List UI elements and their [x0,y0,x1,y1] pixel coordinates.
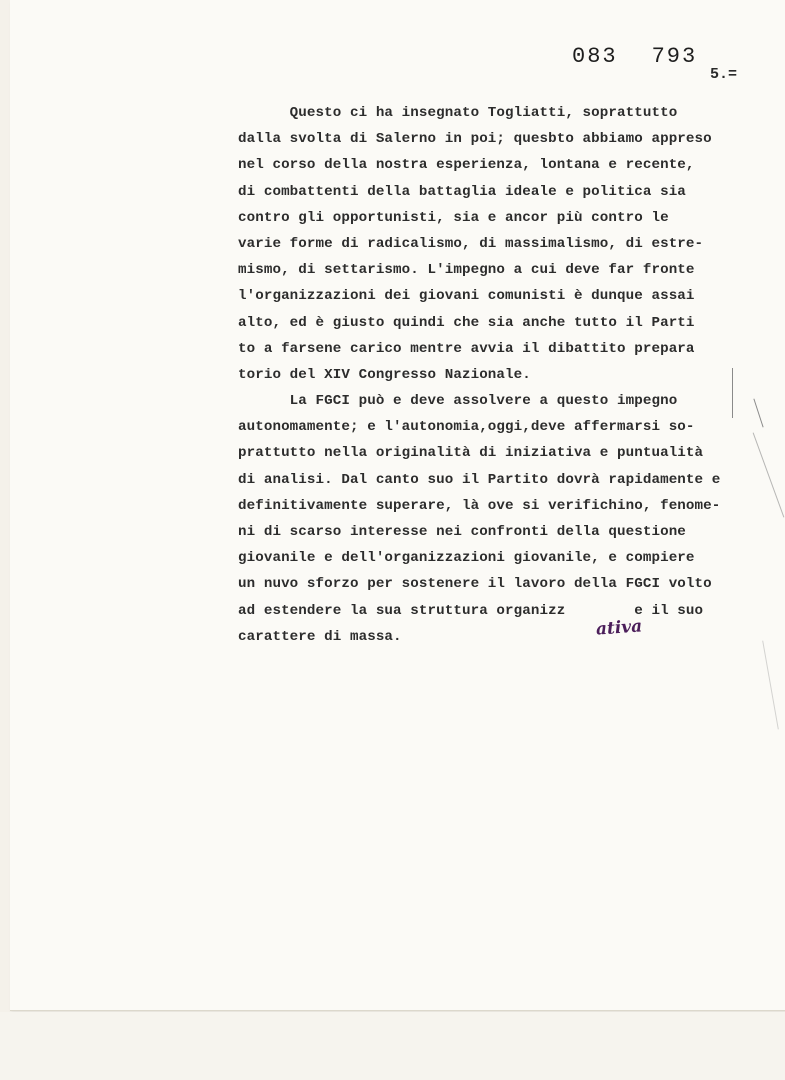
text-line: definitivamente superare, là ove si verifichino, fenome- [238,497,721,514]
text-line: contro gli opportunisti, sia e ancor più contro le [238,209,669,226]
archive-number [572,44,697,69]
margin-mark [732,368,733,418]
text-line: to a farsene carico mentre avvia il dibattito prepara [238,340,695,357]
text-line: un nuvo sforzo per sostenere il lavoro della FGCI volto [238,576,712,593]
text-line: varie forme di radicalismo, di massimalismo, di estre- [238,235,704,252]
text-line: autonomamente; e l'autonomia,oggi,deve affermarsi so- [238,419,695,436]
margin-mark [762,641,779,730]
handwritten-correction: ativa [595,616,643,640]
text-line: nel corso della nostra esperienza, lontana e recente, [238,157,695,174]
text-line: alto, ed è giusto quindi che sia anche tutto il Parti [238,314,695,331]
text-line: La FGCI può e deve assolvere a questo impegno [238,393,678,410]
document-body [238,100,778,650]
text-line: carattere di massa. [238,628,402,645]
document-page [10,0,785,1011]
text-line: mismo, di settarismo. L'impegno a cui deve far fronte [238,262,695,279]
background-surface [0,1012,785,1080]
text-line: di analisi. Dal canto suo il Partito dovrà rapidamente e [238,471,721,488]
text-line: l'organizzazioni dei giovani comunisti è dunque assai [238,288,695,305]
archive-number-part-b: 793 [651,44,698,69]
text-line: Questo ci ha insegnato Togliatti, soprattutto [238,105,678,121]
text-line: giovanile e dell'organizzazioni giovanile, e compiere [238,550,695,567]
text-line: prattutto nella originalità di iniziativa e puntualità [238,445,704,462]
text-line: dalla svolta di Salerno in poi; quesbto abbiamo appreso [238,131,712,148]
text-line: ni di scarso interesse nei confronti della questione [238,524,686,540]
text-line: di combattenti della battaglia ideale e politica sia [238,183,686,200]
text-line: torio del XIV Congresso Nazionale. [238,366,531,383]
archive-number-part-a: 083 [572,44,618,69]
page-number: 5.= [710,66,738,83]
text-line: ad estendere la sua struttura organizz e il suo [238,602,704,619]
